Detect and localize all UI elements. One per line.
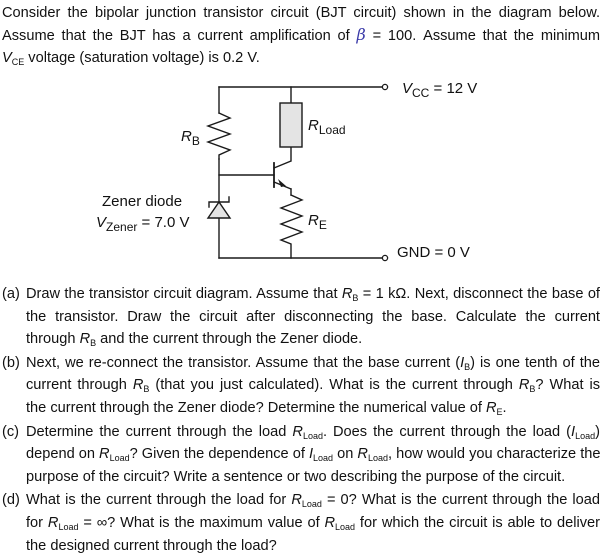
- gnd-label: [397, 244, 470, 262]
- rload-box: [280, 103, 302, 147]
- question-line: [26, 489, 600, 512]
- rload-symbol: R: [324, 514, 336, 531]
- intro-line-1: Consider the bipolar junction transistor circuit (BJT circuit) shown in the diagram below.: [2, 5, 600, 21]
- rb-symbol: R: [518, 377, 530, 394]
- gnd-value: GND = 0 V: [397, 244, 470, 261]
- re-label: [308, 212, 327, 230]
- subscript: B: [143, 384, 150, 395]
- text: ? What is: [535, 377, 601, 394]
- subscript: Load: [367, 453, 388, 464]
- vcc-symbol: V: [402, 80, 413, 97]
- question-tag: (c): [2, 423, 20, 440]
- vzener-symbol: V: [96, 214, 107, 231]
- vcc-value: = 12 V: [429, 80, 478, 97]
- question-line: [26, 328, 600, 351]
- text: on: [333, 446, 358, 463]
- rb-symbol: R: [132, 377, 144, 394]
- question-line: purpose of the circuit? Write a sentence or two describing the purpose of the circuit.: [26, 468, 566, 485]
- subscript: Load: [313, 453, 334, 464]
- text: ? Given the dependence of: [129, 446, 309, 463]
- vzener-label: [96, 214, 190, 232]
- question-line: [26, 443, 600, 466]
- question-line: the designed current through the load?: [26, 537, 277, 554]
- rload-symbol: R: [292, 423, 303, 440]
- gnd-terminal: [382, 255, 387, 260]
- subscript: B: [529, 384, 536, 395]
- iload-symbol: I: [571, 423, 576, 440]
- zener-title: Zener diode: [102, 193, 183, 210]
- vcc-terminal: [382, 84, 387, 89]
- question-b: [2, 352, 600, 420]
- intro-text: Assume that the BJT has a current amplification of: [2, 28, 357, 44]
- question-tag: (b): [2, 354, 20, 371]
- vcc-subscript: CC: [412, 86, 430, 100]
- text: . Does the current through the load (: [322, 423, 572, 440]
- text: current through: [26, 377, 133, 394]
- question-line: the transistor. Draw the circuit after disconnecting the base. Calculate the current: [26, 308, 600, 325]
- subscript: Load: [301, 499, 322, 510]
- zener-triangle: [208, 202, 230, 218]
- text: Next, we re-connect the transistor. Assume that the base current (: [26, 354, 461, 371]
- text: the current through the Zener diode? Determine the numerical value of: [26, 399, 486, 416]
- subscript: Load: [58, 521, 79, 532]
- text: depend on: [26, 446, 100, 463]
- subscript: Load: [109, 453, 130, 464]
- rload-label: [308, 117, 346, 135]
- subscript: Load: [335, 521, 356, 532]
- transistor-collector: [274, 161, 291, 168]
- subscript: Load: [302, 430, 323, 441]
- beta-symbol: β: [356, 25, 366, 44]
- vzener-subscript: Zener: [106, 220, 138, 234]
- question-tag: (d): [2, 492, 20, 509]
- rload-subscript: Load: [318, 123, 346, 137]
- question-list: [2, 283, 600, 558]
- question-line: [26, 512, 600, 535]
- subscript: Load: [575, 430, 596, 441]
- text: ): [595, 423, 600, 440]
- ib-symbol: I: [460, 354, 465, 371]
- zener-title-label: [102, 193, 182, 211]
- question-line: [26, 374, 600, 397]
- subscript: B: [90, 338, 97, 349]
- question-c: [2, 421, 600, 489]
- text: and the current through the Zener diode.: [96, 331, 363, 348]
- text: Draw the transistor circuit diagram. Assume that: [26, 286, 342, 302]
- rload-symbol: R: [291, 492, 302, 509]
- rb-symbol: R: [341, 286, 353, 302]
- re-symbol: R: [485, 399, 497, 416]
- rb-symbol: R: [79, 331, 91, 348]
- question-d: [2, 489, 600, 557]
- rload-symbol: R: [47, 514, 59, 531]
- question-line: [26, 352, 600, 375]
- text: .: [502, 399, 507, 416]
- subscript: E: [496, 406, 503, 417]
- vce-subscript: CE: [11, 57, 25, 67]
- vce-symbol: V: [2, 50, 12, 66]
- vzener-value: = 7.0 V: [137, 214, 190, 231]
- question-line: [26, 283, 600, 306]
- intro-text: voltage (saturation voltage) is 0.2 V.: [24, 50, 260, 66]
- text: through: [26, 331, 80, 348]
- question-tag: (a): [2, 286, 20, 302]
- text: for which the circuit is able to deliver: [355, 514, 600, 531]
- text: = ∞? What is the maximum value of: [78, 514, 325, 531]
- emitter-arrow: [278, 179, 286, 187]
- rb-resistor: [208, 113, 230, 159]
- question-line: [26, 397, 600, 420]
- vcc-label: [402, 80, 477, 98]
- rload-symbol: R: [308, 117, 319, 134]
- text: for: [26, 514, 48, 531]
- re-symbol: R: [308, 212, 319, 229]
- rload-symbol: R: [357, 446, 368, 463]
- text: What is the current through the load for: [26, 492, 292, 509]
- subscript: B: [464, 361, 471, 372]
- re-resistor: [281, 195, 302, 258]
- text: (that you just calculated). What is the current through: [149, 377, 519, 394]
- question-a: [2, 283, 600, 351]
- iload-symbol: I: [308, 446, 314, 463]
- rb-label: [181, 128, 200, 146]
- text: , how would you characterize the: [387, 446, 601, 463]
- re-subscript: E: [318, 218, 327, 232]
- rb-symbol: R: [181, 128, 192, 145]
- intro-text: = 100. Assume that the minimum: [365, 28, 600, 44]
- rb-subscript: B: [191, 134, 200, 148]
- text: = 1 kΩ. Next, disconnect the base of: [358, 286, 600, 302]
- text: ) is one tenth of the: [470, 354, 600, 371]
- text: = 0? What is the current through the load: [321, 492, 600, 509]
- rload-symbol: R: [99, 446, 110, 463]
- subscript: B: [352, 293, 359, 303]
- question-line: [26, 421, 600, 444]
- text: Determine the current through the load: [26, 423, 293, 440]
